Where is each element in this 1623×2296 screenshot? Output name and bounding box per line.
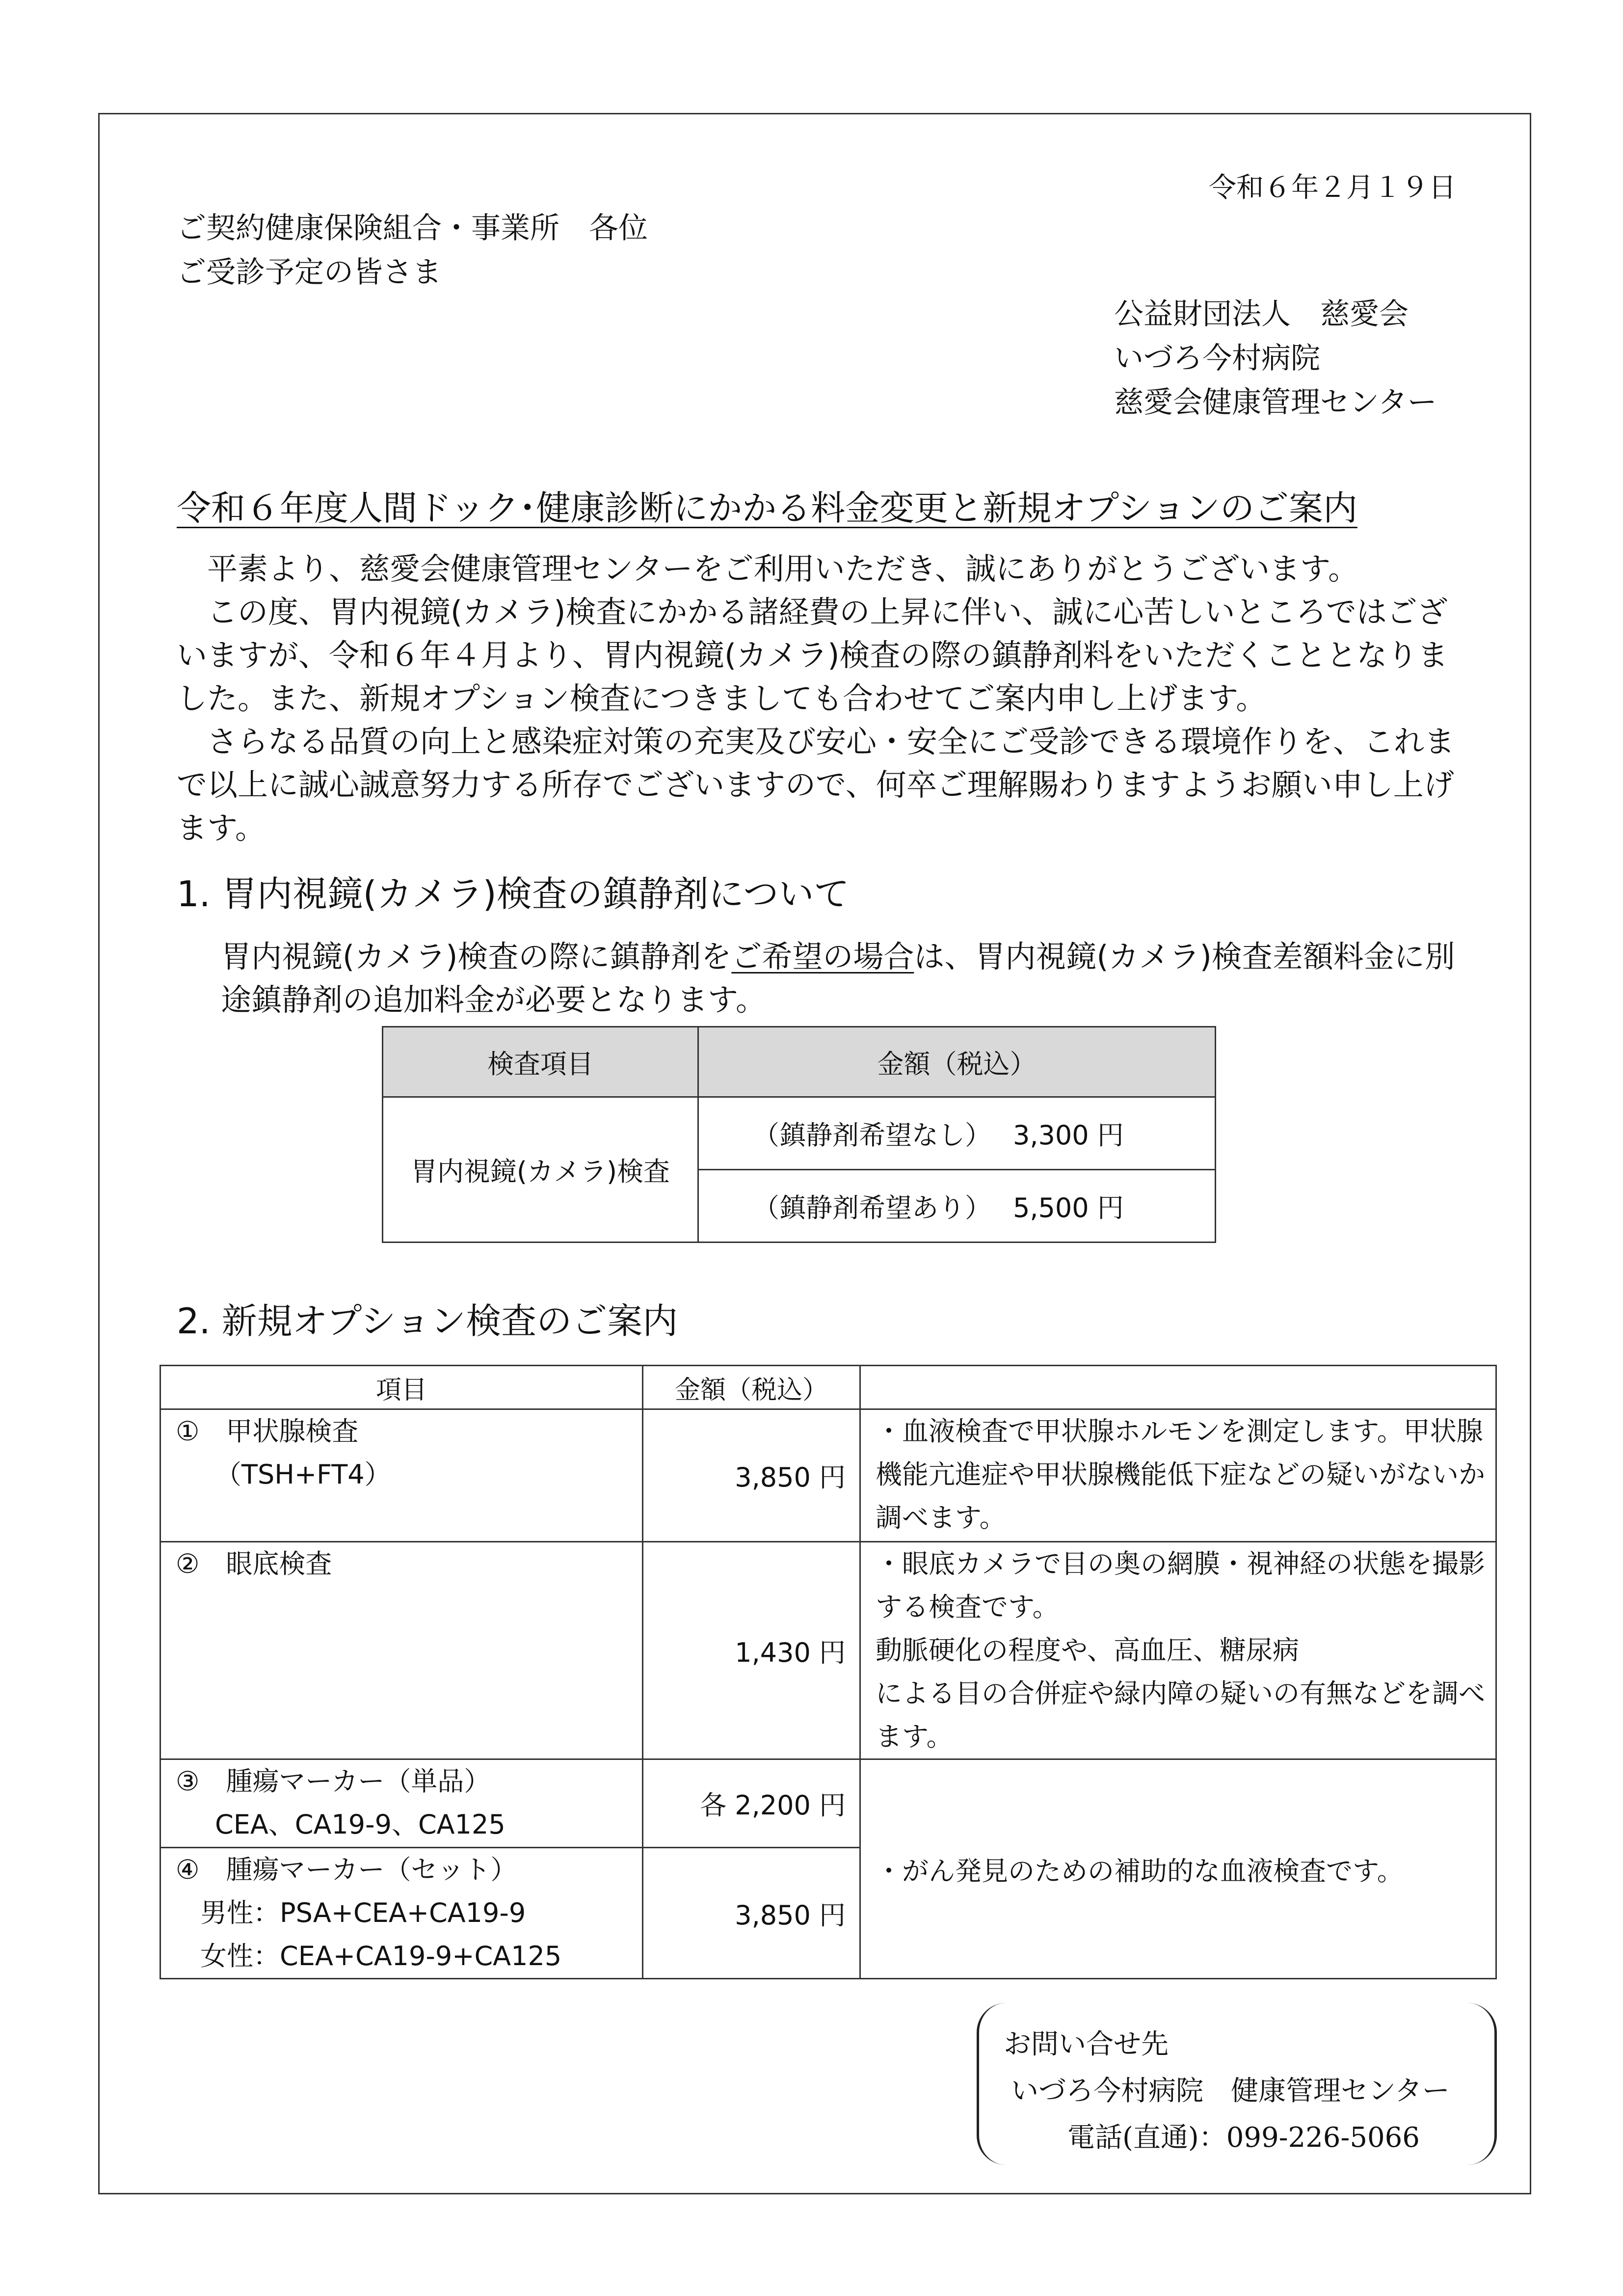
option-fundus-desc bbox=[860, 1542, 1496, 1759]
sedation-header-item: 検査項目 bbox=[383, 1027, 698, 1097]
sedation-with-price: 5,500 円 bbox=[1013, 1192, 1124, 1223]
table-row bbox=[160, 1542, 1496, 1759]
option-thyroid-sub: （TSH+FT4） bbox=[215, 1459, 391, 1490]
sedation-row-with bbox=[698, 1170, 1216, 1243]
options-header-price: 金額（税込） bbox=[643, 1366, 860, 1409]
contact-phone: 電話(直通)：099-226-5066 bbox=[1067, 2122, 1420, 2154]
option-thyroid-desc-3: 調べます。 bbox=[876, 1502, 1006, 1533]
table-row bbox=[160, 1759, 1496, 1848]
option-tumor-single-item bbox=[160, 1759, 643, 1848]
option-thyroid-desc-1: ・血液検査で甲状腺ホルモンを測定します。甲状腺 bbox=[876, 1416, 1483, 1447]
option-tumor-set-price: 3,850 円 bbox=[643, 1848, 860, 1979]
sedation-with-label: （鎮静剤希望あり） bbox=[753, 1192, 991, 1223]
option-fundus-name: ② 眼底検査 bbox=[176, 1548, 332, 1579]
section1-text bbox=[221, 935, 1458, 1022]
contact-box bbox=[977, 2003, 1497, 2165]
option-thyroid-price: 3,850 円 bbox=[643, 1409, 860, 1542]
option-thyroid-desc bbox=[860, 1409, 1496, 1542]
sender-line-1: 公益財団法人 慈愛会 bbox=[1114, 297, 1409, 331]
table-row bbox=[160, 1409, 1496, 1542]
option-thyroid-desc-2: 機能亢進症や甲状腺機能低下症などの疑いがないか bbox=[876, 1459, 1485, 1490]
contact-department: いづろ今村病院 健康管理センター bbox=[1011, 2075, 1450, 2107]
option-tumor-set-name: ④ 腫瘍マーカー（セット） bbox=[176, 1854, 517, 1885]
section1-heading: 1. 胃内視鏡(カメラ)検査の鎮静剤について bbox=[177, 873, 850, 915]
section1-text-underlined: ご希望の場合 bbox=[731, 939, 914, 974]
section2-heading: 2. 新規オプション検査のご案内 bbox=[177, 1300, 678, 1342]
contact-label: お問い合せ先 bbox=[1004, 2028, 1169, 2060]
document-title: 令和６年度人間ドック･健康診断にかかる料金変更と新規オプションのご案内 bbox=[177, 488, 1357, 528]
options-header-desc bbox=[860, 1366, 1496, 1409]
intro-text bbox=[177, 547, 1463, 850]
sedation-price-table bbox=[382, 1026, 1216, 1243]
option-fundus-desc-4: による目の合併症や緑内障の疑いの有無などを調べ bbox=[876, 1678, 1485, 1709]
section1-text-after: は、胃内視鏡(カメラ)検査差額料金に別途鎮静剤の追加料金が必要となります。 bbox=[221, 939, 1455, 1018]
sedation-none-price: 3,300 円 bbox=[1013, 1120, 1124, 1151]
option-thyroid-item bbox=[160, 1409, 643, 1542]
document-date: 令和６年２月１９日 bbox=[1209, 172, 1456, 204]
option-fundus-desc-5: ます。 bbox=[876, 1721, 953, 1752]
addressee-line-2: ご受診予定の皆さま bbox=[177, 255, 442, 290]
sedation-item-name: 胃内視鏡(カメラ)検査 bbox=[383, 1097, 698, 1243]
option-fundus-desc-3: 動脈硬化の程度や、高血圧、糖尿病 bbox=[876, 1635, 1299, 1666]
option-fundus-desc-2: する検査です。 bbox=[876, 1592, 1059, 1622]
option-tumor-single-price: 各 2,200 円 bbox=[643, 1759, 860, 1848]
sender-line-2: いづろ今村病院 bbox=[1114, 341, 1320, 376]
option-thyroid-name: ① 甲状腺検査 bbox=[176, 1416, 359, 1447]
addressee-line-1: ご契約健康保険組合・事業所 各位 bbox=[177, 211, 648, 245]
sedation-header-price: 金額（税込） bbox=[698, 1027, 1216, 1097]
intro-paragraph-2: この度、胃内視鏡(カメラ)検査にかかる諸経費の上昇に伴い、誠に心苦しいところではございますが、令和６年４月より、胃内視鏡(カメラ)検査の際の鎮静剤料をいただくこととなりました。また、新規オプション検査につきましても合わせてご案内申し上げます。 bbox=[177, 594, 1448, 716]
intro-paragraph-1: 平素より、慈愛会健康管理センターをご利用いただき、誠にありがとうございます。 bbox=[207, 551, 1359, 587]
option-fundus-item bbox=[160, 1542, 643, 1759]
options-header-item: 項目 bbox=[160, 1366, 643, 1409]
option-tumor-set-female: 女性：CEA+CA19-9+CA125 bbox=[200, 1941, 562, 1972]
option-fundus-price: 1,430 円 bbox=[643, 1542, 860, 1759]
option-fundus-desc-1: ・眼底カメラで目の奥の網膜・視神経の状態を撮影 bbox=[876, 1548, 1485, 1579]
option-tumor-single-name: ③ 腫瘍マーカー（単品） bbox=[176, 1766, 491, 1797]
sedation-row-none bbox=[698, 1097, 1216, 1170]
sender-line-3: 慈愛会健康管理センター bbox=[1114, 385, 1437, 420]
options-table bbox=[160, 1365, 1497, 1979]
option-tumor-single-sub: CEA、CA19-9、CA125 bbox=[215, 1809, 506, 1840]
intro-paragraph-3: さらなる品質の向上と感染症対策の充実及び安心・安全にご受診できる環境作りを、これまで以上に誠心誠意努力する所存でございますので、何卒ご理解賜わりますようお願い申し上げます。 bbox=[177, 724, 1455, 846]
sedation-none-label: （鎮静剤希望なし） bbox=[753, 1120, 991, 1151]
option-tumor-desc: ・がん発見のための補助的な血液検査です。 bbox=[860, 1759, 1496, 1979]
section1-text-before: 胃内視鏡(カメラ)検査の際に鎮静剤を bbox=[221, 939, 732, 974]
option-tumor-set-male: 男性：PSA+CEA+CA19-9 bbox=[200, 1897, 526, 1928]
option-tumor-set-item bbox=[160, 1848, 643, 1979]
